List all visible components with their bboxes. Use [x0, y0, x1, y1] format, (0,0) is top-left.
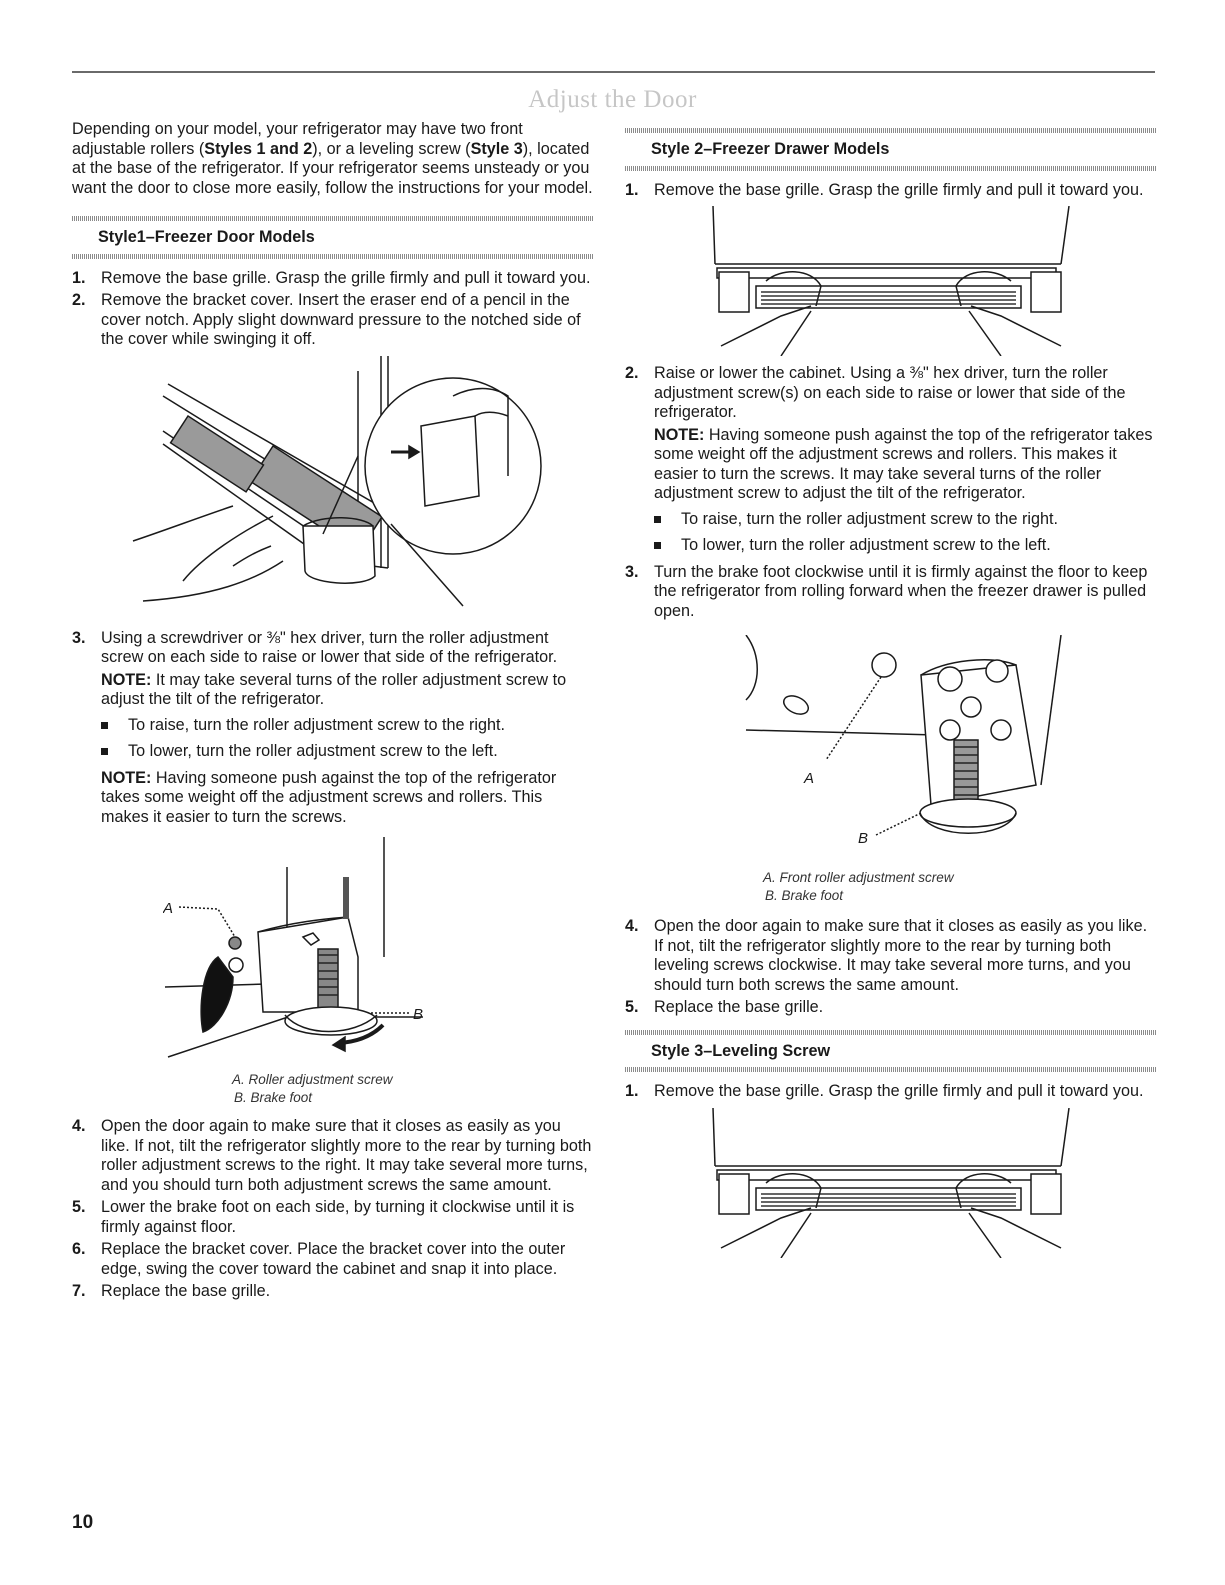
- note: [101, 671, 594, 710]
- bullet-square-icon: [654, 542, 661, 549]
- list-item: [72, 1117, 594, 1195]
- caption-b: B. Brake foot: [765, 888, 844, 903]
- base-grille-illustration-2: [701, 1108, 1081, 1258]
- style2-steps-a: [625, 181, 1157, 201]
- style1-section: [72, 216, 594, 259]
- intro-paragraph: [72, 120, 594, 198]
- bullet-text: To raise, turn the roller adjustment screw to the right.: [128, 715, 505, 734]
- note-text: Having someone push against the top of the refrigerator takes some weight off the adjustment screws and rollers. This makes it easier to turn the screws. It may take several turns of the roller adjustment screw to adjust the tilt of the refrigerator.: [654, 425, 1153, 502]
- note-text: It may take several turns of the roller adjustment screw to adjust the tilt of the refrigerator.: [101, 670, 567, 708]
- step-number: 5.: [625, 998, 639, 1016]
- bullet-square-icon: [101, 722, 108, 729]
- note: [101, 769, 594, 828]
- section-divider: [625, 166, 1157, 171]
- list-item: [72, 1240, 594, 1279]
- note-label: NOTE:: [654, 425, 705, 444]
- bullet-list: [654, 510, 1157, 556]
- top-rule: [72, 71, 1155, 73]
- step-number: 4.: [625, 917, 639, 935]
- style2-steps-c: [625, 917, 1157, 1018]
- figure-label-a: A: [804, 770, 815, 787]
- page-title: Adjust the Door: [528, 86, 697, 113]
- left-column: [72, 120, 594, 1305]
- step-text: Turn the brake foot clockwise until it is firmly against the floor to keep the refrigerator from rolling forward when the freezer drawer is pulled open.: [654, 562, 1148, 620]
- step-text: Remove the bracket cover. Insert the eraser end of a pencil in the cover notch. Apply slight downward pressure to the notched side of the cover while swinging it off.: [101, 291, 581, 348]
- bracket-cover-illustration: [123, 356, 543, 621]
- intro-text-3: ), located at the base of the refrigerator. If your refrigerator seems unsteady or you want the door to close more easily, follow the instructions for your model.: [72, 139, 593, 197]
- step-number: 2.: [625, 364, 639, 382]
- figure-label-a: A: [163, 900, 174, 917]
- step-text: Lower the brake foot on each side, by turning it clockwise until it is firmly against floor.: [101, 1198, 575, 1236]
- front-roller-illustration: [716, 635, 1066, 863]
- list-item: [625, 998, 1157, 1018]
- section-divider: [625, 1067, 1157, 1072]
- style1-steps-a: [72, 269, 594, 350]
- bullet-text: To raise, turn the roller adjustment screw to the right.: [681, 509, 1058, 528]
- roller-screw-illustration: [163, 837, 503, 1069]
- caption-block: [72, 1071, 594, 1107]
- note-label: NOTE:: [101, 768, 152, 787]
- list-item: [72, 629, 594, 828]
- step-text: Remove the base grille. Grasp the grille firmly and pull it toward you.: [654, 1082, 1144, 1100]
- step-number: 4.: [72, 1117, 86, 1135]
- step-number: 5.: [72, 1198, 86, 1216]
- bullet-square-icon: [101, 748, 108, 755]
- caption-b: B. Brake foot: [234, 1090, 313, 1105]
- bullet-item: [654, 510, 1157, 530]
- step-number: 6.: [72, 1240, 86, 1258]
- bullet-text: To lower, turn the roller adjustment screw to the left.: [681, 536, 1051, 554]
- style3-steps: [625, 1082, 1157, 1102]
- caption-a: A. Front roller adjustment screw: [763, 870, 954, 885]
- bullet-item: [654, 536, 1157, 556]
- style1-steps-b: [72, 629, 594, 828]
- step-text: Replace the base grille.: [101, 1282, 271, 1300]
- list-item: [625, 364, 1157, 556]
- page-number: 10: [72, 1512, 94, 1533]
- step-text: Replace the bracket cover. Place the bracket cover into the outer edge, swing the cover toward the cabinet and snap it into place.: [101, 1240, 566, 1278]
- base-grille-illustration: [701, 206, 1081, 356]
- step-number: 3.: [625, 562, 639, 581]
- list-item: [72, 1282, 594, 1302]
- intro-bold-styles: Styles 1 and 2: [204, 139, 313, 158]
- step-text: Remove the base grille. Grasp the grille firmly and pull it toward you.: [101, 268, 591, 287]
- intro-text-2: ), or a leveling screw (: [312, 139, 471, 158]
- bullet-square-icon: [654, 516, 661, 523]
- figure-label-b: B: [858, 830, 869, 847]
- step-number: 1.: [72, 268, 86, 287]
- list-item: [72, 291, 594, 350]
- step-text: Open the door again to make sure that it closes as easily as you like. If not, tilt the refrigerator slightly more to the rear by turning both roller adjustment screws to the right. It may take several more turns, and you should turn both adjustment screws the same amount.: [101, 1117, 592, 1194]
- step-number: 3.: [72, 628, 86, 647]
- note: [654, 426, 1157, 504]
- intro-text-1: Depending on your model, your refrigerator may have two front adjustable rollers (: [72, 120, 523, 158]
- style3-heading: Style 3–Leveling Screw: [651, 1041, 831, 1060]
- step-number: 1.: [625, 180, 639, 199]
- figure-label-b: B: [413, 1006, 424, 1023]
- step-text: Remove the base grille. Grasp the grille firmly and pull it toward you.: [654, 180, 1144, 199]
- step-text: Raise or lower the cabinet. Using a ⅜" hex driver, turn the roller adjustment screw(s) on each side to raise or lower that side of the refrigerator.: [654, 364, 1126, 421]
- caption-a: A. Roller adjustment screw: [232, 1072, 393, 1087]
- style1-steps-c: [72, 1117, 594, 1302]
- note-label: NOTE:: [101, 670, 152, 689]
- style2-section: [625, 128, 1157, 171]
- intro-bold-style3: Style 3: [470, 139, 523, 158]
- section-divider: [72, 254, 594, 259]
- list-item: [625, 181, 1157, 201]
- style2-steps-b: [625, 364, 1157, 621]
- step-text: Replace the base grille.: [654, 998, 824, 1016]
- style3-section: [625, 1030, 1157, 1073]
- bullet-item: [101, 742, 594, 762]
- list-item: [72, 269, 594, 289]
- list-item: [625, 1082, 1157, 1102]
- bullet-text: To lower, turn the roller adjustment screw to the left.: [128, 742, 498, 760]
- step-number: 1.: [625, 1082, 639, 1100]
- style1-heading: Style1–Freezer Door Models: [98, 228, 315, 246]
- right-column: [625, 128, 1157, 1258]
- step-text: Using a screwdriver or ⅜" hex driver, turn the roller adjustment screw on each side to raise or lower that side of the refrigerator.: [101, 628, 558, 666]
- bullet-list: [101, 716, 594, 762]
- caption-block: [625, 869, 1157, 905]
- list-item: [72, 1198, 594, 1237]
- step-number: 7.: [72, 1282, 86, 1300]
- bullet-item: [101, 716, 594, 736]
- step-number: 2.: [72, 291, 86, 309]
- style2-heading: Style 2–Freezer Drawer Models: [651, 140, 890, 158]
- list-item: [625, 563, 1157, 622]
- note-text: Having someone push against the top of the refrigerator takes some weight off the adjustment screws and rollers. This makes it easier to turn the screws.: [101, 768, 557, 826]
- step-text: Open the door again to make sure that it closes as easily as you like. If not, tilt the refrigerator slightly more to the rear by turning both leveling screws clockwise. It may take several more turns, and you should turn both screws the same amount.: [654, 917, 1148, 994]
- list-item: [625, 917, 1157, 995]
